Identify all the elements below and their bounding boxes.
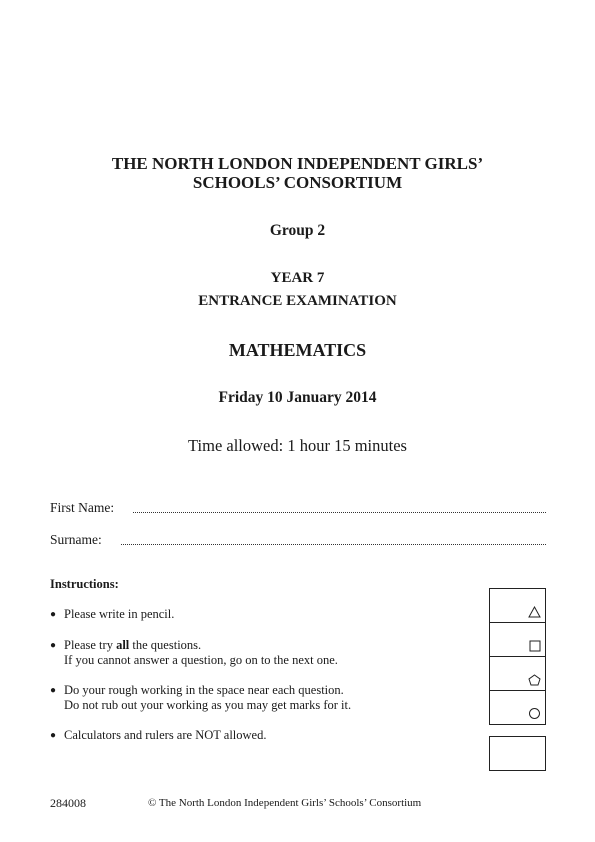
triangle-icon [528,606,541,618]
score-box [490,691,545,724]
score-box [490,623,545,657]
score-boxes [489,588,546,725]
instruction-line: If you cannot answer a question, go on to the next one. [64,653,338,667]
score-box [490,657,545,691]
surname-label: Surname: [50,532,102,547]
total-score-box[interactable] [489,736,546,771]
time-allowed: Time allowed: 1 hour 15 minutes [188,436,407,455]
exam-label: ENTRANCE EXAMINATION [198,293,397,309]
surname-field[interactable] [121,544,546,545]
first-name-label: First Name: [50,500,115,515]
instruction-line: Do your rough working in the space near each question. [64,683,344,697]
square-icon [529,640,541,652]
instruction-text: Please try [64,638,117,652]
title-line-2: SCHOOLS’ CONSORTIUM [192,173,403,192]
instructions-heading: Instructions: [50,577,119,591]
title-line-1: THE NORTH LONDON INDEPENDENT GIRLS’ [111,154,484,173]
bullet-icon: ● [50,609,57,620]
bullet-icon: ● [50,730,57,741]
year-label: YEAR 7 [270,270,325,286]
circle-icon [528,707,541,720]
instruction-line: Calculators and rulers are NOT allowed. [64,728,267,742]
subject-label: MATHEMATICS [228,340,367,360]
exam-date: Friday 10 January 2014 [218,389,377,406]
copyright-notice: © The North London Independent Girls’ Schools’ Consortium [148,797,422,809]
group-label: Group 2 [269,222,326,239]
instruction-line: Please write in pencil. [64,607,175,621]
bullet-icon: ● [50,685,57,696]
bullet-icon: ● [50,640,57,651]
instruction-emphasis: all [116,638,130,652]
instruction-line [64,638,201,653]
instruction-text: the questions. [129,638,202,652]
instruction-line: Do not rub out your working as you may get marks for it. [64,698,352,712]
paper-code: 284008 [50,796,86,810]
first-name-field[interactable] [133,512,546,513]
pentagon-icon [528,674,541,686]
score-box [490,589,545,623]
